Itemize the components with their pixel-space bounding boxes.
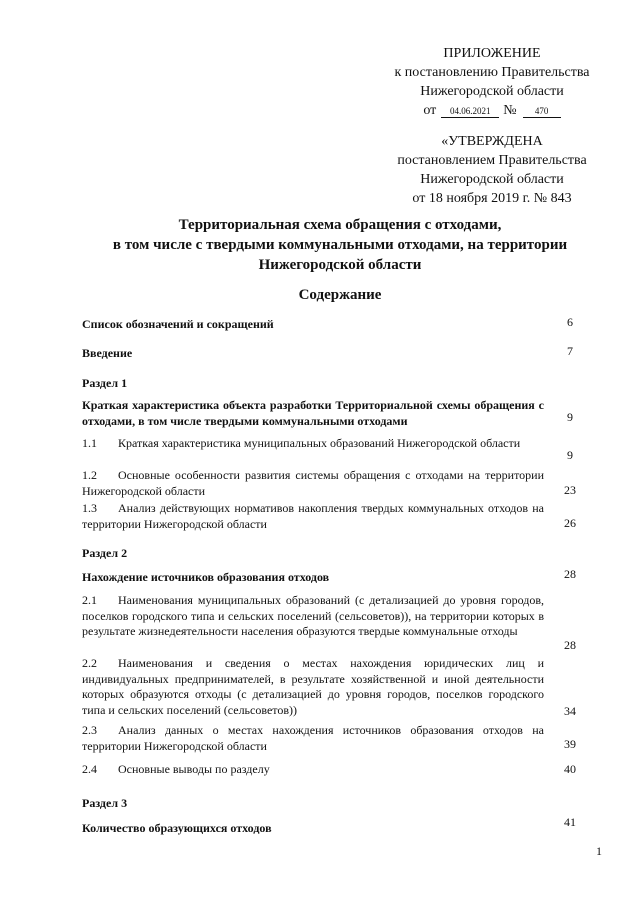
toc-entry-text: Количество образующихся отходов	[82, 821, 272, 835]
toc-entry-2-2	[82, 656, 544, 718]
toc-entry-2-1	[82, 593, 544, 640]
toc-entry-text: Краткая характеристика объекта разработки Территориальной схемы обращения с отходами, в том числе твердыми коммунальными отходами	[82, 398, 544, 428]
toc-page-number: 7	[567, 344, 573, 358]
toc-entry-introduction	[82, 346, 544, 362]
toc-entry-2-3	[82, 723, 544, 754]
toc-page-number: 9	[567, 448, 573, 462]
toc-entry-section-2	[82, 546, 544, 562]
toc-entry-text: Краткая характеристика муниципальных образований Нижегородской области	[118, 436, 521, 450]
toc-entry-number: 2.4	[82, 762, 97, 776]
toc-page-number: 41	[564, 815, 576, 829]
toc-entry-number: 1.1	[82, 436, 97, 450]
toc-entry-section-2-title	[82, 570, 544, 586]
toc-entry-text: Раздел 1	[82, 376, 128, 390]
toc-page-number: 39	[564, 737, 576, 751]
toc-heading: Содержание	[298, 287, 382, 303]
number-sign: №	[503, 103, 517, 118]
toc-entry-text: Введение	[82, 346, 133, 360]
document-title-line-2: в том числе с твердыми коммунальными отходами, на территории	[112, 237, 568, 253]
appendix-date-line	[360, 101, 624, 120]
toc-entry-text: Наименования муниципальных образований (с детализацией до уровня городов, поселков городского типа и сельских поселений (сельсоветов)), на территории которых в результате жизнедеятельности населения образуются твердые коммунальные отходы	[82, 593, 544, 638]
toc-page-number: 28	[564, 638, 576, 652]
toc-entry-text: Список обозначений и сокращений	[82, 317, 274, 331]
toc-page-number: 34	[564, 704, 576, 718]
toc-entry-number: 2.2	[82, 656, 97, 670]
toc-entry-1-3	[82, 501, 544, 532]
toc-entry-text: Нахождение источников образования отходов	[82, 570, 330, 584]
toc-entry-1-1	[82, 436, 544, 452]
appendix-title: ПРИЛОЖЕНИЕ	[443, 46, 541, 61]
toc-entry-section-3-title	[82, 821, 544, 837]
appendix-line-2: к постановлению Правительства	[394, 65, 590, 80]
number-value: 470	[523, 106, 561, 118]
toc-page-number: 23	[564, 483, 576, 497]
toc-entry-text: Анализ действующих нормативов накопления твердых коммунальных отходов на территории Нижегородской области	[82, 501, 544, 531]
toc-entry-2-4	[82, 762, 544, 778]
document-title	[80, 215, 600, 275]
date-prefix: от	[423, 103, 437, 118]
toc-page-number: 26	[564, 516, 576, 530]
toc-entry-text: Наименования и сведения о местах нахождения юридических лиц и индивидуальных предпринимателей, в результате хозяйственной и иной деятельности которых образуются отходы (с детализацией до уровня городов, поселков городского типа и сельских поселений (сельсоветов))	[82, 656, 544, 717]
toc-page-number: 40	[564, 762, 576, 776]
document-title-line-3: Нижегородской области	[258, 257, 422, 273]
date-value: 04.06.2021	[441, 106, 499, 118]
toc-page-number: 6	[567, 315, 573, 329]
approved-line-4: от 18 ноября 2019 г. № 843	[412, 191, 572, 206]
approved-line-3: Нижегородской области	[420, 172, 564, 187]
toc-entry-abbreviations	[82, 317, 544, 333]
toc-entry-section-1-title	[82, 398, 544, 429]
toc-entry-text: Раздел 3	[82, 796, 128, 810]
toc-entry-number: 1.3	[82, 501, 97, 515]
approved-block	[360, 132, 624, 208]
toc-page-number: 9	[567, 410, 573, 424]
toc-entry-number: 1.2	[82, 468, 97, 482]
document-title-line-1: Территориальная схема обращения с отходами,	[178, 217, 502, 233]
toc-entry-text: Основные особенности развития системы обращения с отходами на территории Нижегородской области	[82, 468, 544, 498]
toc-entry-text: Основные выводы по разделу	[118, 762, 270, 776]
toc-entry-1-2	[82, 468, 544, 499]
toc-entry-text: Анализ данных о местах нахождения источников образования отходов на территории Нижегородской области	[82, 723, 544, 753]
page-number: 1	[596, 844, 602, 858]
toc-entry-number: 2.1	[82, 593, 97, 607]
appendix-block	[360, 44, 624, 120]
toc-entry-text: Раздел 2	[82, 546, 128, 560]
approved-title: «УТВЕРЖДЕНА	[441, 134, 543, 149]
toc-entry-number: 2.3	[82, 723, 97, 737]
toc-entry-section-1	[82, 376, 544, 392]
appendix-line-3: Нижегородской области	[420, 84, 564, 99]
toc-entry-section-3	[82, 796, 544, 812]
approved-line-2: постановлением Правительства	[397, 153, 587, 168]
toc-page-number: 28	[564, 567, 576, 581]
